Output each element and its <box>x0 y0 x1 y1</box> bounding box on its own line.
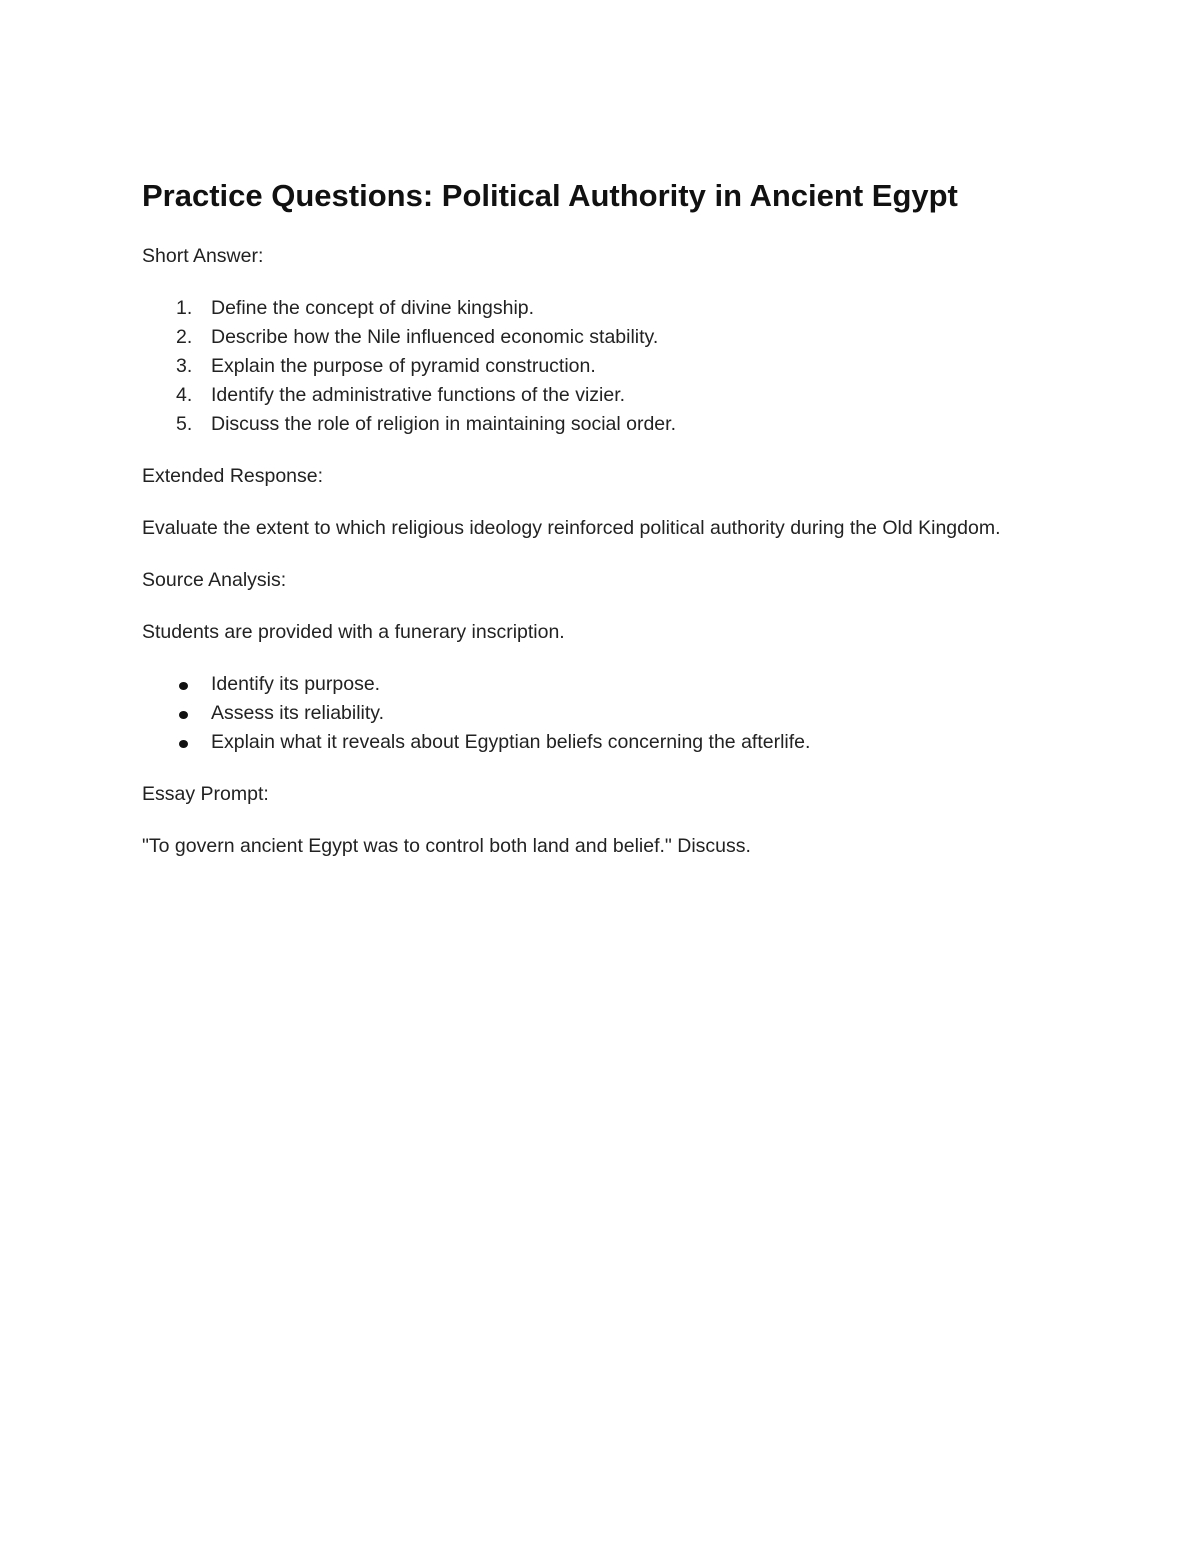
source-analysis-text: Identify its purpose. <box>211 673 381 695</box>
document-content <box>142 174 1022 884</box>
bullet-icon <box>179 711 188 719</box>
source-analysis-text: Assess its reliability. <box>211 702 385 724</box>
list-number: 4. <box>176 384 193 406</box>
essay-prompt-text: "To govern ancient Egypt was to control both land and belief." Discuss. <box>142 835 751 857</box>
short-answer-item <box>142 410 1022 439</box>
short-answer-text: Define the concept of divine kingship. <box>211 297 535 319</box>
short-answer-heading: Short Answer: <box>142 245 264 267</box>
source-analysis-text: Explain what it reveals about Egyptian beliefs concerning the afterlife. <box>211 731 811 753</box>
short-answer-item <box>142 352 1022 381</box>
source-analysis-intro: Students are provided with a funerary inscription. <box>142 621 565 643</box>
extended-response-heading: Extended Response: <box>142 465 324 487</box>
bullet-icon <box>179 740 188 748</box>
source-analysis-heading: Source Analysis: <box>142 569 287 591</box>
short-answer-text: Explain the purpose of pyramid construction. <box>211 355 596 377</box>
list-number: 3. <box>176 355 193 377</box>
bullet-icon <box>179 682 188 690</box>
short-answer-item <box>142 381 1022 410</box>
short-answer-text: Identify the administrative functions of the vizier. <box>211 384 626 406</box>
source-analysis-item <box>142 699 1022 728</box>
list-number: 5. <box>176 413 193 435</box>
source-analysis-list <box>142 670 1022 757</box>
short-answer-item <box>142 294 1022 323</box>
document-title: Practice Questions: Political Authority in Ancient Egypt <box>142 178 958 213</box>
essay-prompt-heading: Essay Prompt: <box>142 783 269 805</box>
extended-response-text: Evaluate the extent to which religious ideology reinforced political authority during the Old Kingdom. <box>142 517 1001 539</box>
list-number: 2. <box>176 326 193 348</box>
list-number: 1. <box>176 297 193 319</box>
short-answer-text: Describe how the Nile influenced economic stability. <box>211 326 659 348</box>
source-analysis-item <box>142 728 1022 757</box>
short-answer-text: Discuss the role of religion in maintaining social order. <box>211 413 676 435</box>
short-answer-item <box>142 323 1022 352</box>
source-analysis-item <box>142 670 1022 699</box>
short-answer-list <box>142 294 1022 439</box>
